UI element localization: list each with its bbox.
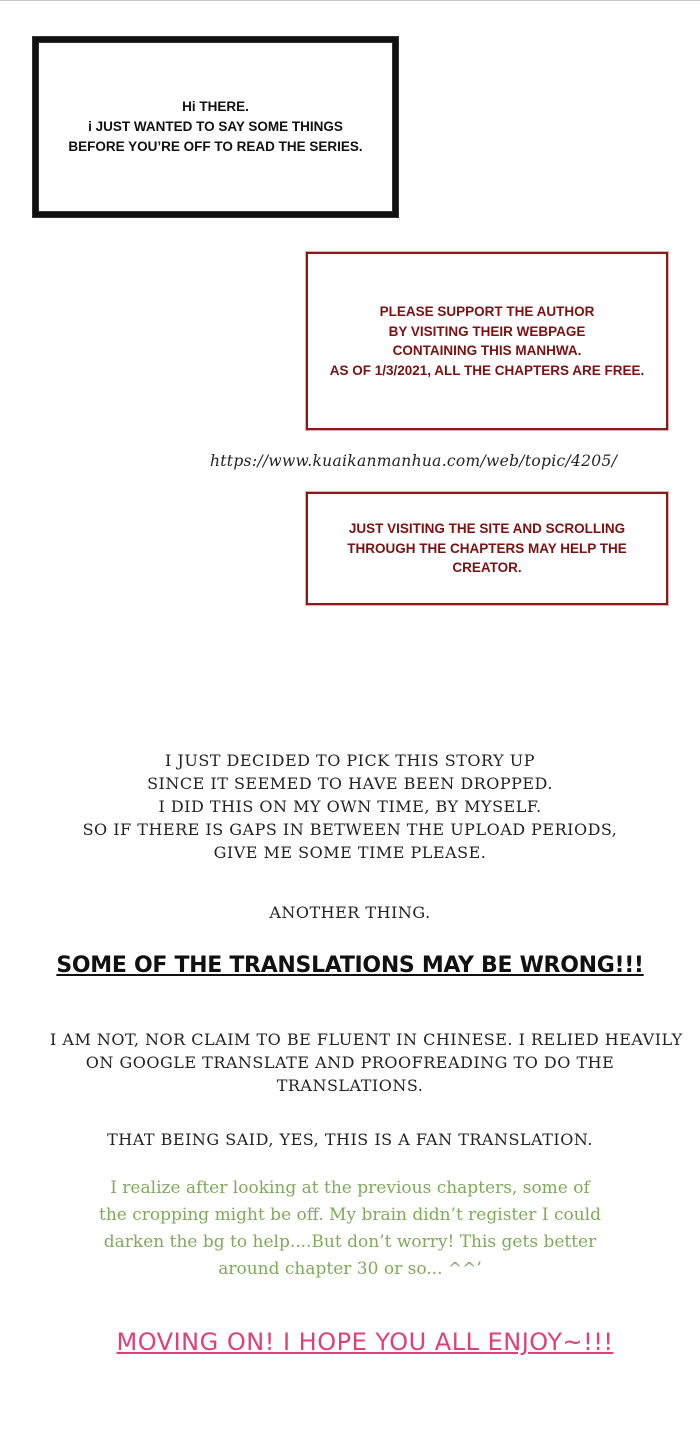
fluency-line: TRANSLATIONS. bbox=[276, 1076, 424, 1095]
story-line: I JUST DECIDED TO PICK THIS STORY UP bbox=[165, 751, 535, 770]
visit-line: JUST VISITING THE SITE AND SCROLLING bbox=[348, 521, 626, 537]
fluency-line: I AM NOT, NOR CLAIM TO BE FLUENT IN CHINESE. I RELIED HEAVILY bbox=[50, 1030, 683, 1049]
intro-box bbox=[33, 37, 398, 217]
intro-line: Hi THERE. bbox=[182, 99, 249, 114]
support-line: CONTAINING THIS MANHWA. bbox=[392, 343, 582, 358]
cropping-line: around chapter 30 or so... ^^’ bbox=[218, 1259, 482, 1279]
support-author-box bbox=[306, 252, 668, 430]
cropping-line: darken the bg to help....But don’t worry! This gets better bbox=[103, 1232, 597, 1252]
fan-translation-note: THAT BEING SAID, YES, THIS IS A FAN TRANSLATION. bbox=[107, 1130, 593, 1149]
fluency-note bbox=[50, 1028, 683, 1097]
cropping-line: I realize after looking at the previous chapters, some of bbox=[110, 1178, 590, 1198]
support-text bbox=[330, 302, 645, 380]
visit-text bbox=[347, 519, 627, 578]
cropping-note bbox=[60, 1175, 640, 1283]
support-line: PLEASE SUPPORT THE AUTHOR bbox=[379, 304, 595, 319]
support-line: AS OF 1/3/2021, ALL THE CHAPTERS ARE FREE. bbox=[329, 362, 645, 378]
visit-line: CREATOR. bbox=[452, 560, 522, 576]
intro-text bbox=[68, 97, 362, 157]
visit-line: THROUGH THE CHAPTERS MAY HELP THE bbox=[347, 540, 627, 556]
story-line: SINCE IT SEEMED TO HAVE BEEN DROPPED. bbox=[147, 774, 553, 793]
story-note bbox=[50, 749, 650, 864]
intro-line: BEFORE YOU’RE OFF TO READ THE SERIES. bbox=[68, 139, 363, 154]
fluency-line: ON GOOGLE TRANSLATE AND PROOFREADING TO DO THE bbox=[85, 1053, 615, 1072]
source-url: https://www.kuaikanmanhua.com/web/topic/4205/ bbox=[210, 452, 618, 470]
visit-site-box bbox=[306, 492, 668, 605]
translation-warning: SOME OF THE TRANSLATIONS MAY BE WRONG!!! bbox=[56, 953, 644, 978]
cropping-line: the cropping might be off. My brain didn’t register I could bbox=[99, 1205, 601, 1225]
closing-message: MOVING ON! I HOPE YOU ALL ENJOY~!!! bbox=[116, 1328, 614, 1356]
story-line: I DID THIS ON MY OWN TIME, BY MYSELF. bbox=[158, 797, 542, 816]
support-line: BY VISITING THEIR WEBPAGE bbox=[388, 323, 586, 339]
another-thing: ANOTHER THING. bbox=[269, 903, 431, 922]
top-divider bbox=[0, 0, 700, 1]
story-line: SO IF THERE IS GAPS IN BETWEEN THE UPLOAD PERIODS, bbox=[82, 820, 618, 839]
intro-line: i JUST WANTED TO SAY SOME THINGS bbox=[88, 119, 343, 134]
story-line: GIVE ME SOME TIME PLEASE. bbox=[213, 843, 487, 862]
